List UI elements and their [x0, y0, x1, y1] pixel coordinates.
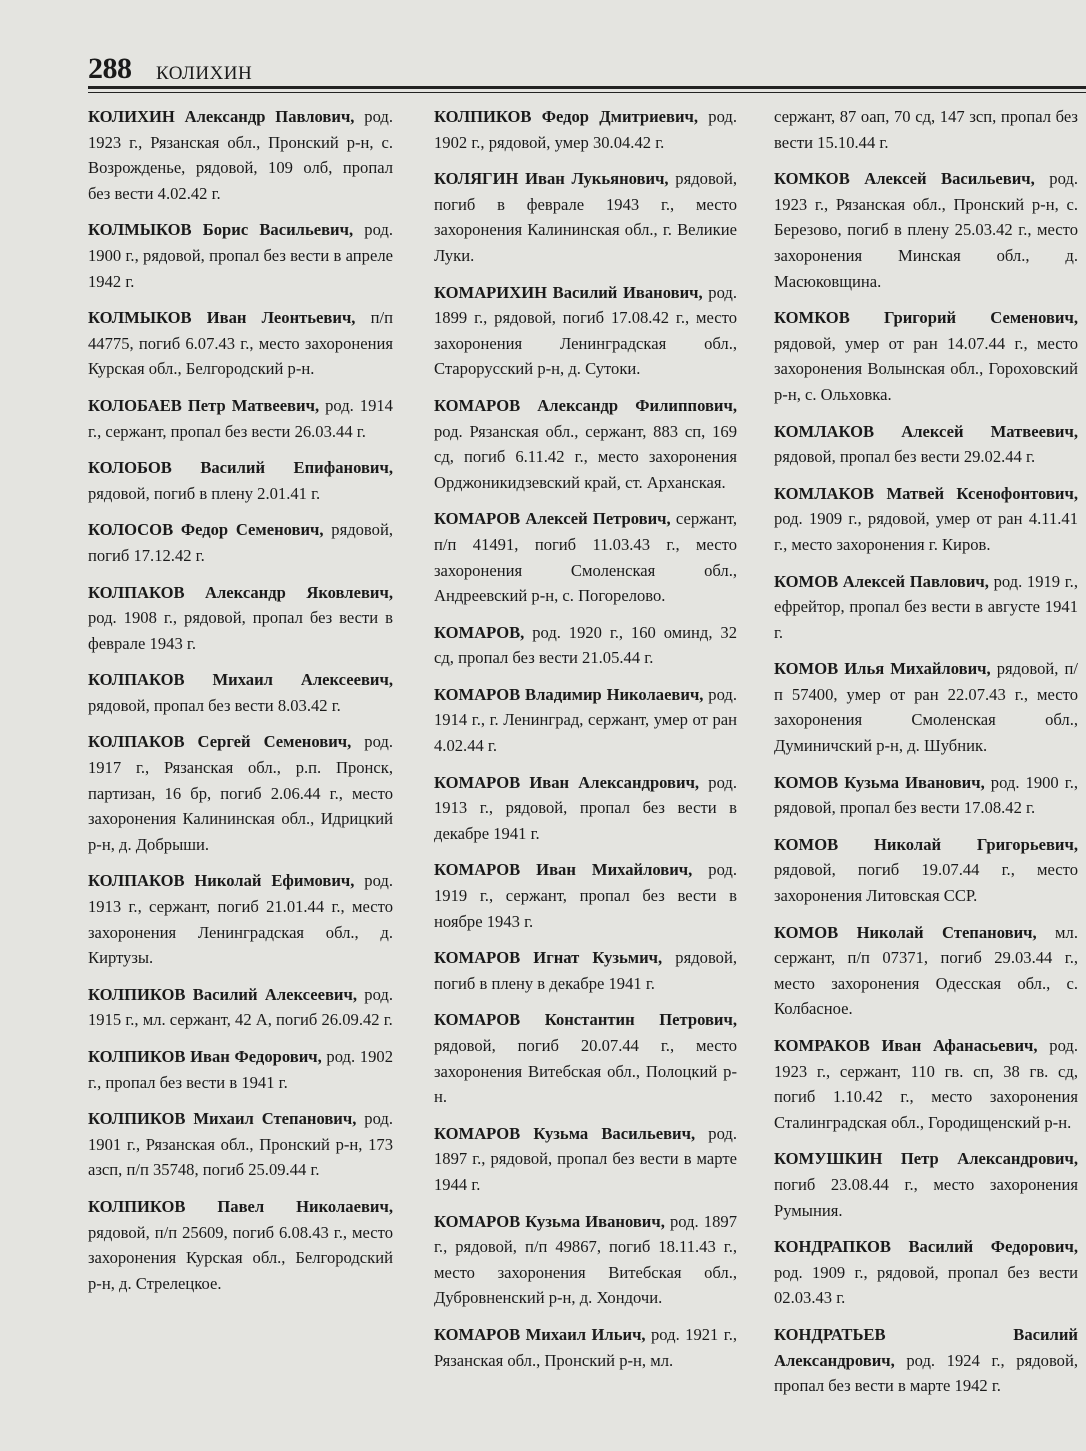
- entry-name: КОЛОБОВ Василий Епифанович,: [88, 458, 393, 478]
- entry-name: КОМАРОВ Михаил Ильич,: [434, 1324, 646, 1344]
- entry-text: рядовой, п/п 57400, умер от ран 22.07.43 г., место захоронения Смоленская обл., Думиничский р-н, д. Шубник.: [774, 659, 1078, 756]
- page-number: 288: [88, 52, 132, 85]
- entry-name: КОМАРОВ Иван Михайлович,: [434, 860, 693, 880]
- entry-name: КОЛИХИН Александр Павлович,: [88, 107, 355, 126]
- entry-name: КОМАРОВ Константин Петрович,: [434, 1010, 737, 1030]
- entry: [434, 1121, 737, 1198]
- entry-name: КОМЛАКОВ Алексей Матвеевич,: [774, 421, 1078, 441]
- entry: [88, 1044, 393, 1095]
- entry-text: род. 1915 г., мл. сержант, 42 А, погиб 26.09.42 г.: [88, 984, 393, 1030]
- entry: [88, 868, 393, 970]
- entry-name: КОМЛАКОВ Матвей Ксенофонтович,: [774, 483, 1078, 503]
- entry: [88, 517, 393, 568]
- entry-text: рядовой, погиб в плену в декабре 1941 г.: [434, 948, 737, 993]
- entry-text: рядовой, погиб 20.07.44 г., место захоронения Витебская обл., Полоцкий р-н.: [434, 1036, 737, 1107]
- entry: [88, 104, 393, 206]
- entry: [88, 217, 393, 294]
- entry-name: КОНДРАПКОВ Василий Федорович,: [774, 1237, 1078, 1257]
- entry-text: род. 1919 г., ефрейтор, пропал без вести в августе 1941 г.: [774, 571, 1078, 642]
- entry-name: КОМАРОВ Александр Филиппович,: [434, 395, 737, 415]
- entry: [774, 1033, 1078, 1135]
- entry-text: п/п 44775, погиб 6.07.43 г., место захоронения Курская обл., Белгородский р-н.: [88, 308, 393, 379]
- entry-text: род. 1914 г., сержант, пропал без вести 26.03.44 г.: [88, 395, 393, 441]
- entry: [774, 481, 1078, 558]
- entry: [434, 620, 737, 671]
- entry-text: род. 1902 г., рядовой, умер 30.04.42 г.: [434, 107, 737, 152]
- entry: [434, 857, 737, 934]
- entry: [774, 419, 1078, 470]
- entry: [774, 1322, 1078, 1399]
- entry-text: род. Рязанская обл., сержант, 883 сп, 169 сд, погиб 6.11.42 г., место захоронения Орджоникидзевский край, ст. Арханская.: [434, 421, 737, 492]
- entry-text: род. 1899 г., рядовой, погиб 17.08.42 г., место захоронения Ленинградская обл., Старорусский р-н, д. Сутоки.: [434, 282, 738, 379]
- entry: [434, 166, 737, 268]
- entry-text: рядовой, пропал без вести 8.03.42 г.: [88, 695, 341, 715]
- entry-name: КОЛМЫКОВ Борис Васильевич,: [88, 220, 354, 240]
- entry-text: рядовой, погиб 17.12.42 г.: [88, 520, 393, 565]
- entry-text: род. 1908 г., рядовой, пропал без вести в феврале 1943 г.: [88, 608, 393, 653]
- entry-name: КОМКОВ Григорий Семенович,: [774, 308, 1078, 328]
- entry-name: КОМАРОВ Игнат Кузьмич,: [434, 948, 663, 968]
- header-rule-thin: [88, 92, 1086, 93]
- entry: [774, 1146, 1078, 1223]
- entry-name: КОЛПАКОВ Александр Яковлевич,: [88, 582, 393, 602]
- entry-name: КОМКОВ Алексей Васильевич,: [774, 169, 1035, 189]
- entry-text: род. 1909 г., рядовой, умер от ран 4.11.41 г., место захоронения г. Киров.: [774, 509, 1078, 554]
- entry-name: КОМАРОВ Алексей Петрович,: [434, 509, 671, 529]
- entry: [88, 729, 393, 857]
- entry-name: КОЛПИКОВ Михаил Степанович,: [88, 1109, 357, 1129]
- entry-name: КОМОВ Илья Михайлович,: [774, 659, 991, 679]
- entry-name: КОМУШКИН Петр Александрович,: [774, 1149, 1078, 1169]
- entry-text: рядовой, п/п 25609, погиб 6.08.43 г., место захоронения Курская обл., Белгородский р-н, д. Стрелецкое.: [88, 1222, 393, 1293]
- entry: [434, 506, 737, 608]
- entry: [774, 832, 1078, 909]
- entry: [774, 305, 1078, 407]
- entry: [88, 455, 393, 506]
- entry-name: КОМАРИХИН Василий Иванович,: [434, 282, 703, 302]
- entry-name: КОЛЯГИН Иван Лукьянович,: [434, 169, 669, 189]
- entry: [774, 920, 1078, 1022]
- entry: [774, 656, 1078, 758]
- entry-name: КОЛПАКОВ Михаил Алексеевич,: [88, 670, 393, 690]
- entry-name: КОМАРОВ Владимир Николаевич,: [434, 684, 704, 704]
- entry: [774, 770, 1078, 821]
- entry-name: КОМАРОВ,: [434, 622, 525, 642]
- page-header: [88, 50, 1086, 90]
- entry-text: род. 1901 г., Рязанская обл., Пронский р-н, 173 азсп, п/п 35748, погиб 25.09.44 г.: [88, 1109, 393, 1180]
- entry-name: КОЛПИКОВ Иван Федорович,: [88, 1047, 322, 1066]
- entry: [434, 1007, 737, 1109]
- entry: [88, 1106, 393, 1183]
- entry-text: погиб 23.08.44 г., место захоронения Румыния.: [774, 1174, 1078, 1220]
- entry: [434, 770, 737, 847]
- entry-text: сержант, 87 оап, 70 сд, 147 зсп, пропал без вести 15.10.44 г.: [774, 107, 1078, 152]
- entry-text: сержант, п/п 41491, погиб 11.03.43 г., место захоронения Смоленская обл., Андреевский р-н, с. Погорелово.: [434, 509, 737, 606]
- entry-text: род. 1914 г., г. Ленинград, сержант, умер от ран 4.02.44 г.: [434, 684, 738, 756]
- entry-name: КОМОВ Николай Степанович,: [774, 922, 1037, 942]
- entry: [434, 393, 737, 495]
- entry-name: КОМАРОВ Иван Александрович,: [434, 772, 700, 792]
- entry: [88, 982, 393, 1033]
- entry-name: КОМРАКОВ Иван Афанасьевич,: [774, 1036, 1038, 1055]
- entry-name: КОМАРОВ Кузьма Иванович,: [434, 1211, 665, 1231]
- entry: [774, 1234, 1078, 1311]
- entry: [434, 1209, 737, 1311]
- entry-text: род. 1902 г., пропал без вести в 1941 г.: [88, 1047, 393, 1092]
- column-3: [774, 104, 1078, 1410]
- entry: [88, 305, 393, 382]
- column-2: [434, 104, 737, 1384]
- entry: [434, 945, 737, 996]
- entry-name: КОЛПИКОВ Василий Алексеевич,: [88, 984, 357, 1004]
- entry-name: КОМАРОВ Кузьма Васильевич,: [434, 1123, 696, 1143]
- entry-text: род. 1897 г., рядовой, п/п 49867, погиб 18.11.43 г., место захоронения Витебская обл., Дубровненский р-н, д. Хондочи.: [434, 1211, 737, 1308]
- entry-text: рядовой, погиб в плену 2.01.41 г.: [88, 483, 321, 503]
- entry-text: род. 1917 г., Рязанская обл., р.п. Пронск, партизан, 16 бр, погиб 2.06.44 г., место захоронения Калининская обл., Идрицкий р-н, д. Добрыши.: [88, 732, 393, 854]
- entry-text: мл. сержант, п/п 07371, погиб 29.03.44 г., место захоронения Одесская обл., с. Колбасное.: [774, 922, 1078, 1019]
- entry-text: род. 1897 г., рядовой, пропал без вести в марте 1944 г.: [434, 1123, 737, 1194]
- entry-name: КОЛПАКОВ Николай Ефимович,: [88, 871, 355, 891]
- entry-text: род. 1923 г., Рязанская обл., Пронский р-н, с. Возрожденье, рядовой, 109 олб, пропал без вести 4.02.42 г.: [88, 107, 393, 203]
- entry-text: род. 1900 г., рядовой, пропал без вести 17.08.42 г.: [774, 772, 1078, 818]
- entry-name: КОМОВ Николай Григорьевич,: [774, 834, 1078, 854]
- entry: [434, 1322, 737, 1373]
- entry-text: род. 1923 г., сержант, 110 гв. сп, 38 гв. сд, погиб 1.10.42 г., место захоронения Сталинградская обл., Городищенский р-н.: [774, 1036, 1078, 1132]
- entry-name: КОЛОСОВ Федор Семенович,: [88, 520, 324, 540]
- entry-text: род. 1913 г., рядовой, пропал без вести в декабре 1941 г.: [434, 772, 738, 843]
- entry: [434, 104, 737, 155]
- entry-name: КОНДРАТЬЕВ Василий Александрович,: [774, 1324, 1078, 1370]
- entry-text: род. 1923 г., Рязанская обл., Пронский р-н, с. Березово, погиб в плену 25.03.42 г., место захоронения Минская обл., д. Масюковщина.: [774, 169, 1078, 291]
- entry: [88, 393, 393, 444]
- entry-name: КОЛПИКОВ Павел Николаевич,: [88, 1196, 393, 1216]
- entry: [88, 1194, 393, 1296]
- entry-text: род. 1913 г., сержант, погиб 21.01.44 г., место захоронения Ленинградская обл., д. Киртузы.: [88, 871, 394, 968]
- column-1: [88, 104, 393, 1307]
- entry-text: род. 1900 г., рядовой, пропал без вести в апреле 1942 г.: [88, 220, 393, 291]
- entry: [774, 104, 1078, 155]
- entry-name: КОМОВ Кузьма Иванович,: [774, 772, 985, 792]
- entry: [774, 166, 1078, 294]
- entry-text: рядовой, умер от ран 14.07.44 г., место захоронения Волынская обл., Гороховский р-н, с. Ольховка.: [774, 333, 1078, 404]
- header-rule-thick: [88, 86, 1086, 89]
- entry-text: род. 1920 г., 160 оминд, 32 сд, пропал без вести 21.05.44 г.: [434, 622, 737, 668]
- entry-text: род. 1909 г., рядовой, пропал без вести 02.03.43 г.: [774, 1262, 1078, 1308]
- entry-text: рядовой, погиб в феврале 1943 г., место захоронения Калининская обл., г. Великие Луки.: [434, 169, 737, 265]
- entry-name: КОЛПАКОВ Сергей Семенович,: [88, 732, 352, 752]
- entry-text: рядовой, погиб 19.07.44 г., место захоронения Литовская ССР.: [774, 860, 1078, 906]
- entry: [434, 682, 737, 759]
- entry-name: КОЛМЫКОВ Иван Леонтьевич,: [88, 308, 356, 328]
- entry-name: КОЛОБАЕВ Петр Матвеевич,: [88, 395, 320, 415]
- entry: [88, 667, 393, 718]
- entry-text: род. 1924 г., рядовой, пропал без вести в марте 1942 г.: [774, 1350, 1078, 1396]
- entry-text: род. 1921 г., Рязанская обл., Пронский р-н, мл.: [434, 1324, 737, 1370]
- entry-text: рядовой, пропал без вести 29.02.44 г.: [774, 447, 1036, 467]
- entry-name: КОЛПИКОВ Федор Дмитриевич,: [434, 107, 699, 126]
- entry-name: КОМОВ Алексей Павлович,: [774, 571, 989, 591]
- running-head: КОЛИХИН: [156, 63, 253, 84]
- entry: [434, 280, 737, 382]
- text-columns: [88, 104, 1078, 1404]
- entry: [88, 580, 393, 657]
- entry: [774, 569, 1078, 646]
- entry-text: род. 1919 г., сержант, пропал без вести в ноябре 1943 г.: [434, 860, 738, 931]
